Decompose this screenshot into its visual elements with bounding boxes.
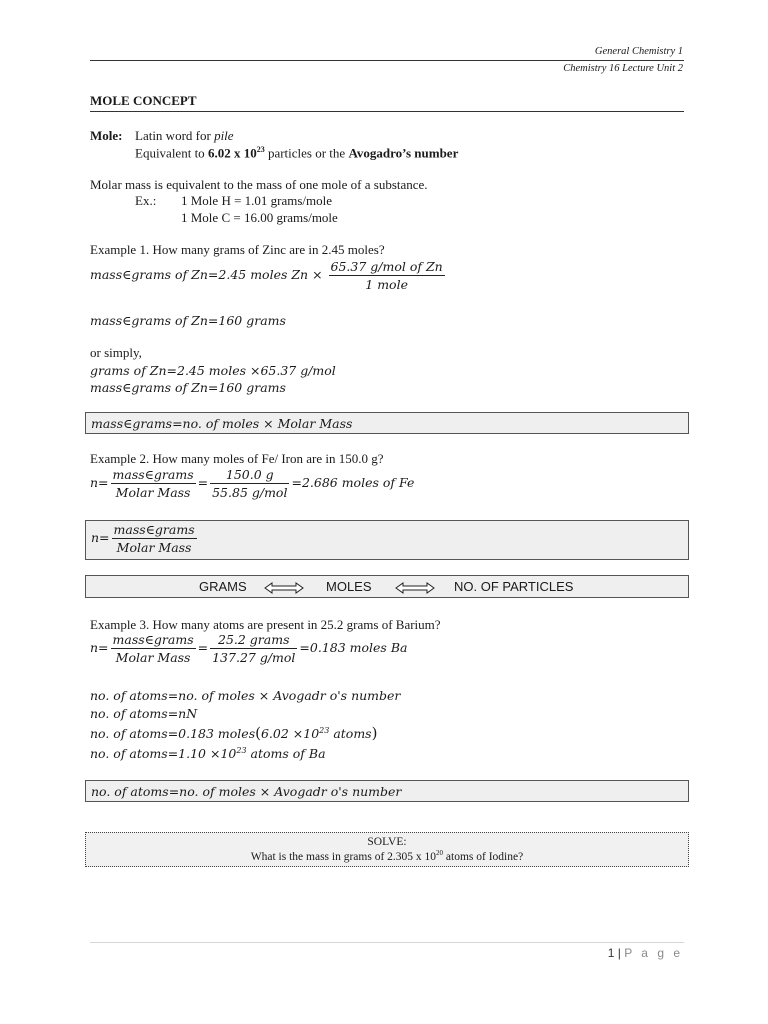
example3-fraction1	[111, 632, 196, 665]
example3-question: Example 3. How many atoms are present in 25.2 grams of Barium?	[90, 617, 441, 632]
example3-result: =0.183 moles Ba	[299, 640, 408, 655]
page-label: P a g e	[624, 946, 683, 960]
formula-box-mass	[85, 412, 689, 434]
example2-f2-num: 150.0 g	[210, 467, 289, 484]
conversion-bar	[85, 575, 689, 598]
conversion-grams: GRAMS	[199, 579, 247, 594]
avogadro-name: Avogadro’s number	[348, 145, 459, 161]
example1-denominator: 1 mole	[365, 277, 408, 292]
example3-f1-num: mass∈grams	[112, 632, 194, 647]
solve-box	[85, 832, 689, 867]
formula-atoms-text: no. of atoms=no. of moles × Avogadr o's number	[91, 784, 402, 799]
page-footer	[608, 946, 683, 960]
example3-eq	[90, 632, 407, 665]
unit-header: Chemistry 16 Lecture Unit 2	[563, 63, 683, 74]
mole-line1-text: Latin word for	[135, 128, 215, 143]
example3-line3: no. of atoms=0.183 moles(6.02 $\times 10^{23}$ atoms)	[90, 724, 378, 742]
mole-line2-text: Equivalent to	[135, 145, 208, 161]
example3-eq-sign: =	[197, 640, 209, 655]
footer-rule	[90, 942, 684, 943]
formula-moles-den: Molar Mass	[116, 540, 192, 555]
mole-line1-italic: pile	[214, 128, 234, 143]
or-simply: or simply,	[90, 345, 142, 360]
example3-f2-num: 25.2 grams	[210, 632, 297, 649]
solve-question-sup: 20	[436, 849, 444, 857]
example3-line1: no. of atoms=no. of moles × Avogadr o's number	[90, 688, 401, 703]
formula-box-moles	[85, 520, 689, 560]
avogadro-value: 6.02 x 10	[207, 145, 257, 161]
formula-moles-fraction	[112, 522, 197, 555]
example3-line3-b: 6.02 ×10	[260, 726, 320, 741]
title-rule	[90, 111, 684, 112]
mole-line2-mid: particles or the	[264, 145, 349, 161]
conversion-moles: MOLES	[326, 579, 372, 594]
formula-moles-n: n=	[91, 530, 110, 545]
solve-question-b: atoms of Iodine?	[443, 850, 524, 863]
double-arrow-icon	[395, 579, 435, 594]
ex2: 1 Mole C = 16.00 grams/mole	[181, 210, 338, 225]
example2-question: Example 2. How many moles of Fe/ Iron are in 150.0 g?	[90, 451, 384, 466]
example2-f1-den: Molar Mass	[115, 485, 191, 500]
avogadro-exponent: 23	[256, 145, 265, 154]
example3-line4	[90, 746, 326, 761]
example1-numerator: 65.37 g/mol of Zn	[330, 259, 443, 274]
solve-title: SOLVE:	[367, 836, 407, 848]
example3-line3-sup: 23	[319, 725, 330, 735]
example1-fraction	[329, 259, 445, 292]
example3-f1-den: Molar Mass	[115, 650, 191, 665]
solve-question	[86, 849, 688, 863]
example2-f1-num: mass∈grams	[112, 467, 194, 482]
example1-eq1-lhs: mass∈grams of Zn=2.45 moles Zn ×	[90, 267, 323, 282]
formula-mass-text: mass∈grams=no. of moles × Molar Mass	[91, 416, 353, 431]
molar-mass-intro: Molar mass is equivalent to the mass of one mole of a substance.	[90, 177, 428, 192]
example1-eq3: grams of Zn=2.45 moles ×65.37 g/mol	[90, 363, 336, 378]
example2-fraction2	[210, 467, 289, 500]
example3-line2: no. of atoms=nN	[90, 706, 198, 721]
ex1: 1 Mole H = 1.01 grams/mole	[181, 193, 333, 208]
example3-fraction2	[210, 632, 297, 665]
mole-line2	[135, 145, 458, 161]
example3-line3-c: atoms	[329, 726, 372, 741]
example1-question: Example 1. How many grams of Zinc are in 2.45 moles?	[90, 242, 385, 257]
solve-question-a: What is the mass in grams of 2.305 x 10	[250, 850, 437, 863]
example2-eq-sign: =	[197, 475, 209, 490]
example2-f2-den: 55.85 g/mol	[212, 485, 288, 500]
example3-line4-c: atoms of Ba	[246, 746, 326, 762]
example3-line4-sup: 23	[236, 746, 247, 755]
example2-result: =2.686 moles of Fe	[291, 475, 415, 490]
example1-eq1	[90, 259, 447, 292]
course-header: General Chemistry 1	[594, 46, 683, 57]
example2-fraction1	[111, 467, 196, 500]
example1-eq2: mass∈grams of Zn=160 grams	[90, 313, 286, 328]
example2-n: n=	[90, 475, 109, 490]
example3-n: n=	[90, 640, 109, 655]
ex-label: Ex.:	[135, 193, 157, 208]
conversion-particles: NO. OF PARTICLES	[454, 579, 574, 594]
header-rule	[90, 60, 684, 61]
mole-line1	[135, 128, 234, 144]
page-number: 1	[607, 946, 615, 960]
example3-f2-den: 137.27 g/mol	[212, 650, 296, 665]
formula-moles-num: mass∈grams	[113, 522, 195, 537]
formula-box-atoms	[85, 780, 689, 802]
section-title: MOLE CONCEPT	[90, 93, 197, 108]
page-separator: |	[614, 946, 625, 960]
double-arrow-icon	[264, 579, 304, 594]
formula-moles	[91, 522, 199, 555]
example3-line3-a: no. of atoms=0.183 moles	[90, 726, 256, 741]
example1-eq4: mass∈grams of Zn=160 grams	[90, 380, 286, 395]
mole-label: Mole:	[90, 128, 123, 143]
example3-line4-a: no. of atoms=1.10 ×10	[90, 746, 237, 762]
example2-eq	[90, 467, 414, 500]
